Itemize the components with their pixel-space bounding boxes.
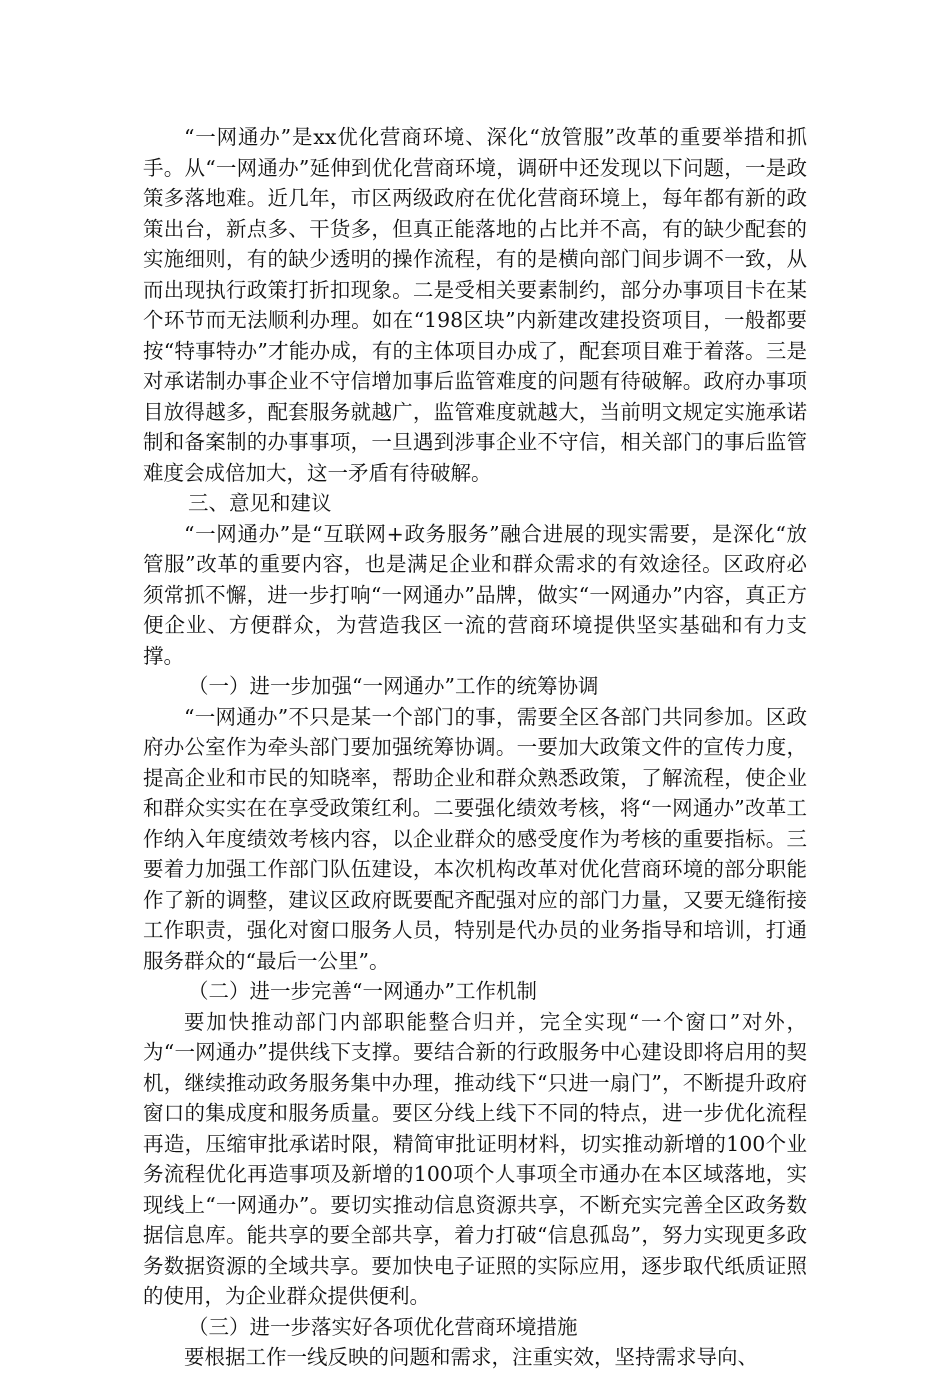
document-body <box>143 122 807 1373</box>
paragraph-business-environment: 要根据工作一线反映的问题和需求，注重实效，坚持需求导向、 <box>184 1345 758 1369</box>
subheading-mechanism: （二）进一步完善“一网通办”工作机制 <box>188 979 537 1003</box>
subheading-coordination: （一）进一步加强“一网通办”工作的统筹协调 <box>188 674 599 698</box>
paragraph-problems: “一网通办”是xx优化营商环境、深化“放管服”改革的重要举措和抓手。从“一网通办”延伸到优化营商环境，调研中还发现以下问题，一是政策多落地难。近几年，市区两级政府在优化营商环境上，每年都有新的政策出台，新点多、干货多，但真正能落地的占比并不高，有的缺少配套的实施细则，有的缺少透明的操作流程，有的是横向部门间步调不一致，从而出现执行政策打折扣现象。二是受相关要素制约，部分办事项目卡在某个环节而无法顺利办理。如在“198区块”内新建改建投资项目，一般都要按“特事特办”才能办成，有的主体项目办成了，配套项目难于着落。三是对承诺制办事企业不守信增加事后监管难度的问题有待破解。政府办事项目放得越多，配套服务就越广，监管难度就越大，当前明文规定实施承诺制和备案制的办事事项，一旦遇到涉事企业不守信，相关部门的事后监管难度会成倍加大，这一矛盾有待破解。 <box>143 125 807 485</box>
subheading-business-environment: （三）进一步落实好各项优化营商环境措施 <box>188 1314 578 1339</box>
section-heading-suggestions: 三、意见和建议 <box>188 491 332 515</box>
paragraph-suggestions-intro: “一网通办”是“互联网+政务服务”融合进展的现实需要，是深化“放管服”改革的重要内容，也是满足企业和群众需求的有效途径。区政府必须常抓不懈，进一步打响“一网通办”品牌，做实“一网通办”内容，真正方便企业、方便群众，为营造我区一流的营商环境提供坚实基础和有力支撑。 <box>143 521 807 668</box>
paragraph-coordination: “一网通办”不只是某一个部门的事，需要全区各部门共同参加。区政府办公室作为牵头部门要加强统筹协调。一要加大政策文件的宣传力度，提高企业和市民的知晓率，帮助企业和群众熟悉政策，了解流程，使企业和群众实实在在享受政策红利。二要强化绩效考核，将“一网通办”改革工作纳入年度绩效考核内容，以企业群众的感受度作为考核的重要指标。三要着力加强工作部门队伍建设，本次机构改革对优化营商环境的部分职能作了新的调整，建议区政府既要配齐配强对应的部门力量，又要无缝衔接工作职责，强化对窗口服务人员，特别是代办员的业务指导和培训，打通服务群众的“最后一公里”。 <box>143 704 807 973</box>
paragraph-mechanism: 要加快推动部门内部职能整合归并，完全实现“一个窗口”对外，为“一网通办”提供线下支撑。要结合新的行政服务中心建设即将启用的契机，继续推动政务服务集中办理，推动线下“只进一扇门”，不断提升政府窗口的集成度和服务质量。要区分线上线下不同的特点，进一步优化流程再造，压缩审批承诺时限，精简审批证明材料，切实推动新增的100个业务流程优化再造事项及新增的100项个人事项全市通办在本区域落地，实现线上“一网通办”。要切实推动信息资源共享，不断充实完善全区政务数据信息库。能共享的要全部共享，着力打破“信息孤岛”，努力实现更多政务数据资源的全域共享。要加快电子证照的实际应用，逐步取代纸质证照的使用，为企业群众提供便利。 <box>143 1009 807 1308</box>
